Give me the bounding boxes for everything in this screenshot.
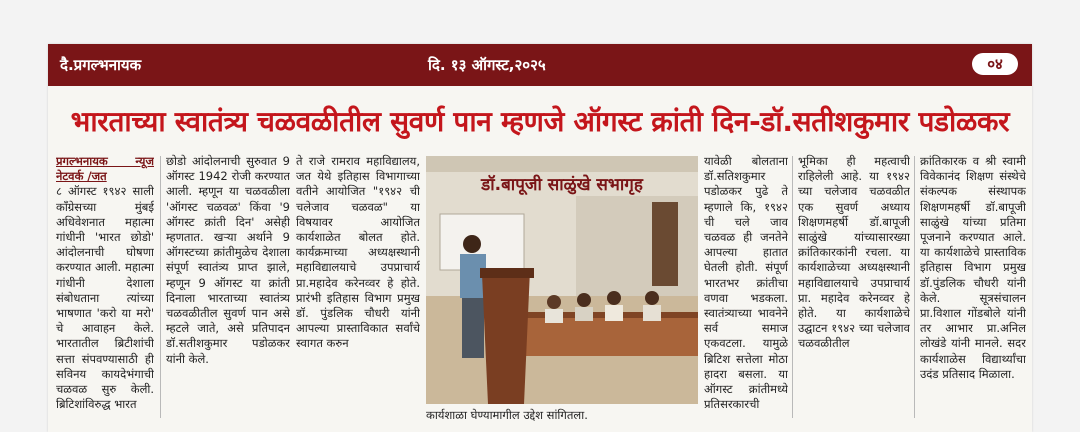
column-divider [792, 156, 793, 418]
photo-caption: कार्यशाळा घेण्यामागील उद्देश सांगितला. [426, 408, 588, 422]
article-headline: भारताच्या स्वातंत्र्य चळवळीतील सुवर्ण पान म्हणजे ऑगस्ट क्रांती दिन-डॉ.सतीशकुमार पडोळकर [70, 105, 1010, 138]
page-header-bar [48, 44, 1032, 86]
article-column-4 [704, 154, 788, 414]
newspaper-page [48, 44, 1032, 432]
column-3-text: ते राजे रामराव महाविद्यालय, जत येथे इतिहास विभागाच्या वतीने आयोजित "१९४२ ची चलेजाव चळवळ" या विषयावर आयोजित कार्यशाळेत बोलत होते. कार्यक्रमाच्या अध्यक्षस्थानी महाविद्यालयाचे उपप्राचार्य प्रा.महादेव करेनव्वर हे होते. प्रारंभी इतिहास विभाग प्रमुख डॉ. पुंडलिक चौधरी यांनी आपल्या प्रास्ताविकात सर्वांचे स्वागत करुन [296, 154, 420, 351]
column-1-text: ८ ऑगस्ट १९४२ साली काँग्रेसच्या मुंबई अधिवेशनात महात्मा गांधीनी 'भारत छोडो' आंदोलनाची घोषणा करण्यात आली. महात्मा गांधीनी देशाला संबोधताना त्यांच्या भाषणात 'करो या मरो' चे आवाहन केले. भारतातील ब्रिटीशांची सत्ता संपवण्यासाठी ही सविनय कायदेभंगाची चळवळ सुरु केली. ब्रिटिशांविरुद्ध भारत [56, 184, 154, 412]
column-4-text: यावेळी बोलताना डॉ.सतिशकुमार पडोळकर पुढे ते म्हणाले कि, १९४२ ची चले जाव चळवळ ही जनतेने आपल्या हातात घेतली होती. संपूर्ण भारतभर क्रांतीचा वणवा भडकला. स्वातंत्र्याच्या भावनेने सर्व समाज एकवटला. यामुळे ब्रिटिश सत्तेला मोठा हादरा बसला. या ऑगस्ट क्रांतीमध्ये प्रतिसरकारची [704, 154, 788, 412]
event-photo [426, 156, 698, 404]
page-number-badge: ०४ [972, 53, 1018, 75]
article-column-6 [920, 154, 1026, 416]
newspaper-name: दै.प्रगल्भनायक [60, 56, 142, 74]
article-column-1 [56, 154, 154, 430]
column-divider [914, 156, 915, 418]
issue-date: दि. १३ ऑगस्ट,२०२५ [428, 56, 546, 74]
column-5-text: भूमिका ही महत्वाची राहिलेली आहे. या १९४२ च्या चलेजाव चळवळीत एक सुवर्ण अध्याय शिक्षणमहर्षी डॉ.बापूजी साळुंखे यांच्यासारख्या क्रांतिकारकांनी रचला. या कार्यशाळेच्या अध्यक्षस्थानी महाविद्यालयाचे उपप्राचार्य प्रा. महादेव करेनव्वर हे होते. या कार्यशाळेचे उद्घाटन १९४२ च्या चलेजाव चळवळीतील [798, 154, 910, 351]
article-column-3 [296, 154, 420, 416]
article-column-5 [798, 154, 910, 416]
article-column-2 [166, 154, 290, 416]
hall-name-banner: डॉ.बापूजी साळुंखे सभागृह [481, 175, 643, 195]
column-2-text: छोडो आंदोलनाची सुरुवात 9 ऑगस्ट 1942 रोजी करण्यात आली. म्हणून या चळवळीला 'ऑगस्ट चळवळ' किंवा '9 ऑगस्ट क्रांती दिन' असेही म्हणतात. खऱ्या अर्थाने 9 ऑगस्टच्या क्रांतीमुळेच देशाला संपूर्ण स्वातंत्र्य प्राप्त झाले, म्हणून 9 ऑगस्ट या क्रांती दिनाला भारताच्या स्वातंत्र्य चळवळीतील सुवर्ण पान असे म्हटले जाते, असे प्रतिपादन डॉ.सतीशकुमार पडोळकर यांनी केले. [166, 154, 290, 366]
column-6-text: क्रांतिकारक व श्री स्वामी विवेकानंद शिक्षण संस्थेचे संकल्पक संस्थापक शिक्षणमहर्षी डॉ.बापूजी साळुंखे यांच्या प्रतिमा पूजनाने करण्यात आले. या कार्यशाळेचे प्रास्ताविक इतिहास विभाग प्रमुख डॉ.पुंडलिक चौधरी यांनी केले. सूत्रसंचालन प्रा.विशाल गोंडबोले यांनी तर आभार प्रा.अनिल लोखंडे यांनी मानले. सदर कार्यशाळेस विद्यार्थ्यांचा उदंड प्रतिसाद मिळाला. [920, 154, 1026, 381]
column-divider [160, 156, 161, 418]
byline: प्रगल्भनायक न्यूज नेटवर्क /जत [56, 154, 154, 184]
